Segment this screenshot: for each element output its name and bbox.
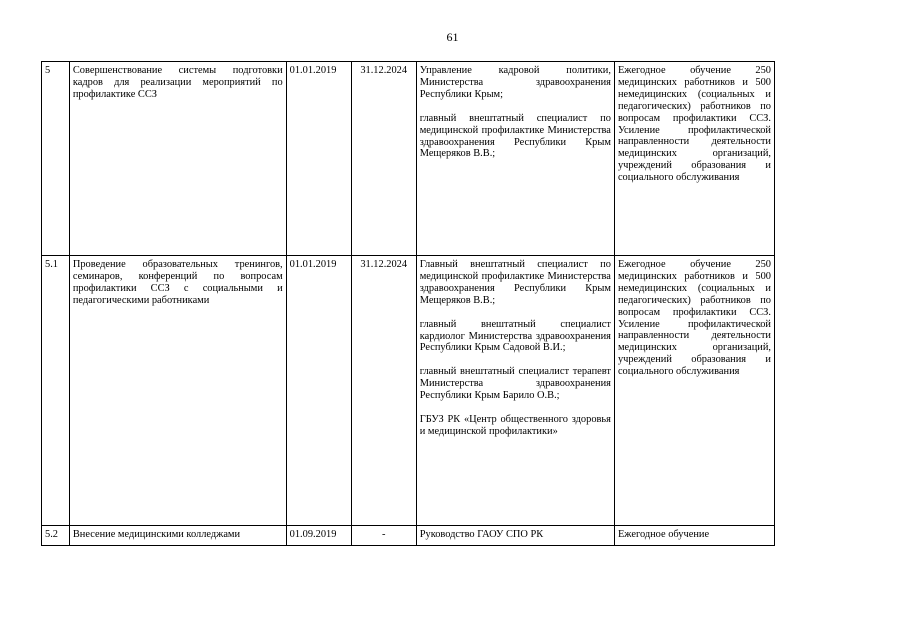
responsible-cell [416, 526, 614, 546]
responsible-entry: ГБУЗ РК «Центр общественного здоровья и медицинской профилактики» [419, 414, 611, 437]
page-number: 61 [446, 30, 459, 44]
responsible-cell [416, 62, 614, 256]
responsible-entry: главный внештатный специалист терапевт Министерства здравоохранения Республики Крым Барило О.В.; [419, 366, 611, 402]
table-row [42, 62, 775, 256]
row-number: 5.2 [42, 526, 70, 546]
responsible-entry: главный внештатный специалист по медицинской профилактике Министерства здравоохранения Республики Крым Мещеряков В.В.; [419, 112, 611, 160]
table-row [42, 526, 775, 546]
expected-result: Ежегодное обучение 250 медицинских работников и 500 немедицинских (социальных и педагогических) работников по вопросам профилактики ССЗ. Усиление профилактической направленности деятельности медицинских организаций, учреждений образования и социального обслуживания [614, 62, 774, 256]
start-date: 01.01.2019 [286, 62, 351, 256]
activity-name: Проведение образовательных тренингов, семинаров, конференций по вопросам профилактики ССЗ с социальными и педагогическими работниками [69, 256, 286, 526]
responsible-entry: Руководство ГАОУ СПО РК [419, 529, 544, 540]
table-row [42, 256, 775, 526]
activity-name: Внесение медицинскими колледжами [69, 526, 286, 546]
responsible-entry: главный внештатный специалист кардиолог Министерства здравоохранения Республики Крым Садовой В.И.; [419, 318, 611, 354]
activity-table [41, 61, 775, 546]
activity-name: Совершенствование системы подготовки кадров для реализации мероприятий по профилактике ССЗ [69, 62, 286, 256]
end-date: 31.12.2024 [351, 256, 416, 526]
end-date: - [351, 526, 416, 546]
row-number: 5.1 [42, 256, 70, 526]
responsible-entry: Главный внештатный специалист по медицинской профилактике Министерства здравоохранения Республики Крым Мещеряков В.В.; [419, 259, 611, 306]
responsible-entry: Управление кадровой политики, Министерства здравоохранения Республики Крым; [419, 65, 611, 100]
start-date: 01.01.2019 [286, 256, 351, 526]
row-number: 5 [42, 62, 70, 256]
start-date: 01.09.2019 [286, 526, 351, 546]
expected-result: Ежегодное обучение 250 медицинских работников и 500 немедицинских (социальных и педагогических) работников по вопросам профилактики ССЗ. Усиление профилактической направленности деятельности медицинских организаций, учреждений образования и социального обслуживания [614, 256, 774, 526]
expected-result: Ежегодное обучение [614, 526, 774, 546]
end-date: 31.12.2024 [351, 62, 416, 256]
responsible-cell [416, 256, 614, 526]
